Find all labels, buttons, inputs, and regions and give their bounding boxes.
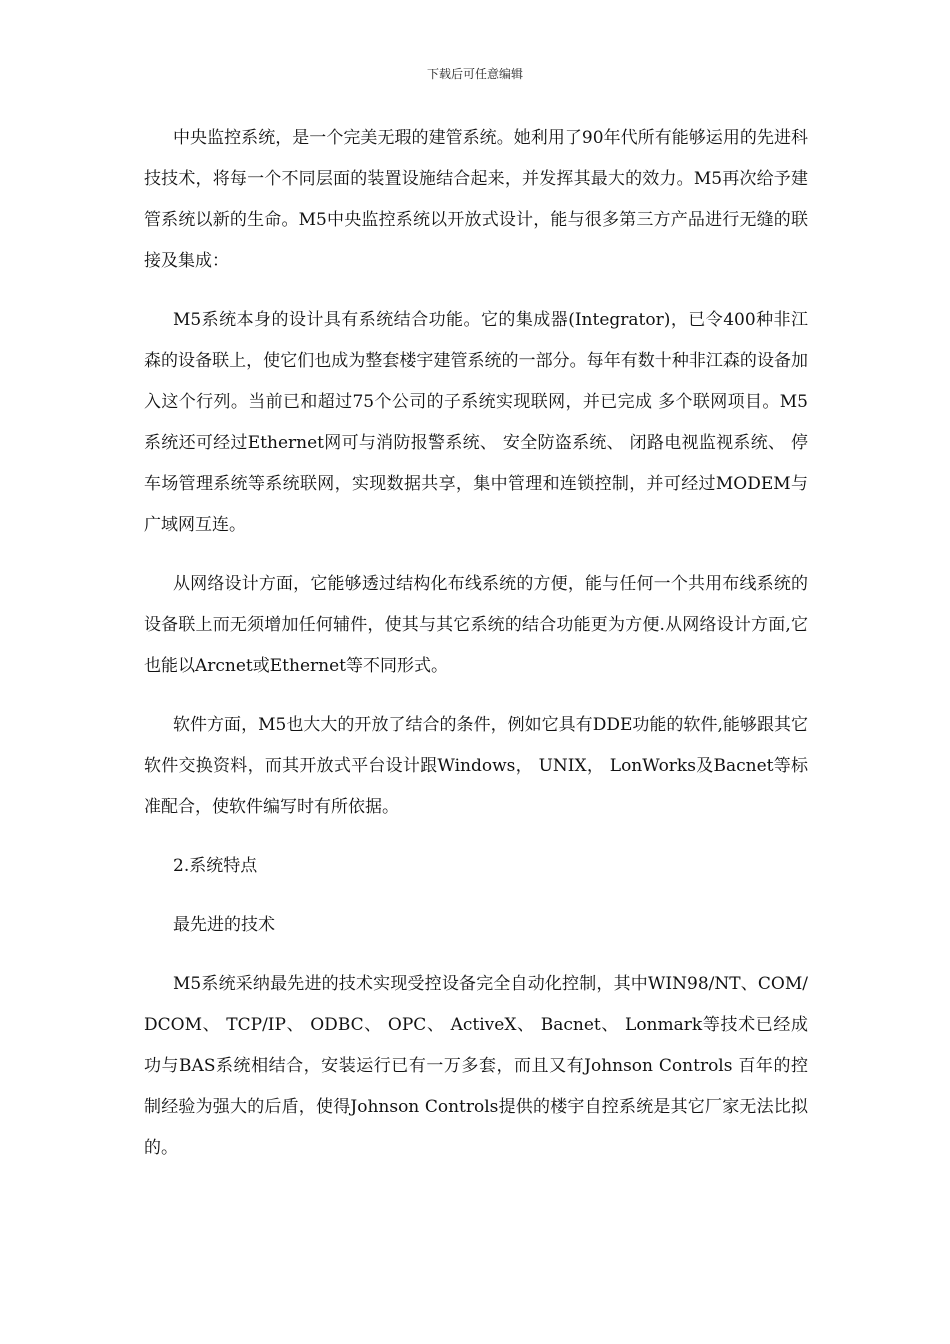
paragraph-integration: M5系统本身的设计具有系统结合功能。它的集成器(Integrator)，已令400种非江森的设备联上，使它们也成为整套楼宇建管系统的一部分。每年有数十种非江森的设备加入这个行列。当前已和超过75个公司的子系统实现联网，并已完成 多个联网项目。M5系统还可经过Ethernet网可与消防报警系统、 安全防盗系统、 闭路电视监视系统、 停车场管理系统等系统联网，实现数据共享，集中管理和连锁控制，并可经过MODEM与广域网互连。 bbox=[144, 310, 808, 535]
subheading-advanced-tech: 最先进的技术 bbox=[173, 915, 275, 935]
page-header-note: 下载后可任意编辑 bbox=[426, 67, 523, 81]
paragraph-software: 软件方面，M5也大大的开放了结合的条件，例如它具有DDE功能的软件,能够跟其它软件交换资料，而其开放式平台设计跟Windows， UNIX， LonWorks及Bacnet等标准配合，使软件编写时有所依据。 bbox=[144, 715, 808, 817]
paragraph-intro: 中央监控系统，是一个完美无瑕的建管系统。她利用了90年代所有能够运用的先进科技技术，将每一个不同层面的装置设施结合起来，并发挥其最大的效力。M5再次给予建管系统以新的生命。M5中央监控系统以开放式设计，能与很多第三方产品进行无缝的联接及集成： bbox=[144, 128, 808, 271]
paragraph-network-design: 从网络设计方面，它能够透过结构化布线系统的方便，能与任何一个共用布线系统的设备联上而无须增加任何辅件，使其与其它系统的结合功能更为方便.从网络设计方面,它也能以Arcnet或Ethernet等不同形式。 bbox=[144, 574, 808, 676]
section-heading-features: 2.系统特点 bbox=[173, 856, 258, 876]
document-body bbox=[144, 118, 808, 1187]
paragraph-advanced-tech: M5系统采纳最先进的技术实现受控设备完全自动化控制，其中WIN98/NT、COM/DCOM、 TCP/IP、 ODBC、 OPC、 ActiveX、 Bacnet、 Lonmark等技术已经成功与BAS系统相结合，安装运行已有一万多套，而且又有Johnson Controls 百年的控制经验为强大的后盾，使得Johnson Controls提供的楼宇自控系统是其它厂家无法比拟的。 bbox=[144, 974, 808, 1158]
